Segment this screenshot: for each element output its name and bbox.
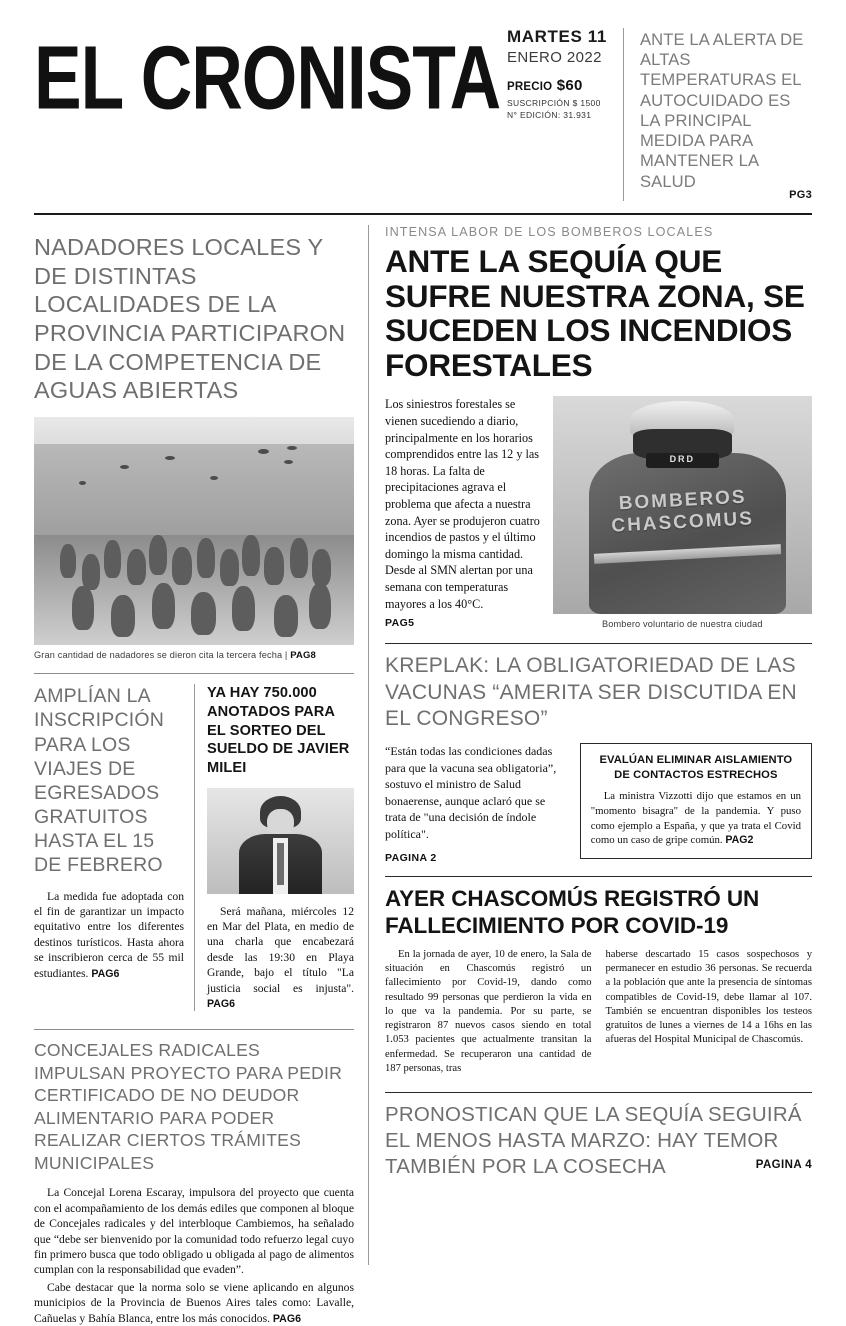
milei-body-text: Será mañana, miércoles 12 en Mar del Plata, en medio de una charla que encabezará desde las 19:30 en Playa Grande, bajo el título "La justicia social es injusta". (207, 904, 354, 995)
radicales-article (34, 1039, 354, 1326)
vizzotti-box-body (591, 789, 801, 848)
right-divider-3 (385, 1092, 812, 1093)
vizzotti-box-title: EVALÚAN ELIMINAR AISLAMIENTO DE CONTACTOS ESTRECHOS (599, 754, 793, 781)
fire-page-ref[interactable]: PAG5 (385, 617, 415, 630)
fireman-jacket-text-1: BOMBEROS (617, 486, 747, 515)
vizzotti-page-ref[interactable]: PAG2 (725, 834, 754, 847)
milei-headline[interactable]: YA HAY 750.000 ANOTADOS PARA EL SORTEO DEL SUELDO DE JAVIER MILEI (207, 685, 350, 776)
price-label: PRECIO (507, 81, 553, 94)
kreplak-article (385, 653, 812, 864)
left-column (34, 225, 368, 1325)
covid-body-columns (385, 948, 812, 1077)
covid-text-1: En la jornada de ayer, 10 de enero, la Sala de situación en Chascomús registró un fallecimiento por Covid-19, dando como resultado 99 personas que perdieron la vida en lo que va la pandemia. Por su parte, se registraron 87 nuevos casos siendo en total 1.053 pacientes que actualmente transitan la enfermedad. Se recuperaron una cantidad de 187 personas, tras (385, 948, 592, 1074)
fireman-patch-label: DRD (646, 453, 719, 468)
edition-number: N° EDICIÓN: 31.931 (507, 109, 592, 120)
fire-headline[interactable]: ANTE LA SEQUÍA QUE SUFRE NUESTRA ZONA, SE SUCEDEN LOS INCENDIOS FORESTALES (385, 242, 805, 383)
right-divider-1 (385, 643, 812, 644)
radicales-paragraph-2: Cabe destacar que la norma solo se viene aplicando en algunos municipios de la Provincia de Buenos Aires tales como: Lavalle, Cañuelas y Bahía Blanca, entre los más conocidos. (34, 1280, 354, 1325)
kreplak-quote (385, 743, 580, 864)
top-alert-teaser[interactable] (623, 28, 812, 201)
left-divider-1 (34, 673, 354, 674)
top-alert-page-ref: PG3 (789, 188, 812, 201)
kreplak-body: “Están todas las condiciones dadas para que la vacuna sea obligatoria”, sostuvo el ministro de Salud bonaerense, aunque aclaró que se trata de "una decisión de índole política". (385, 744, 557, 841)
kreplak-content-row (385, 743, 812, 864)
content-grid (34, 224, 812, 1325)
right-column (368, 225, 812, 1265)
drought-teaser (385, 1102, 812, 1178)
fireman-photo-caption: Bombero voluntario de nuestra ciudad (601, 619, 763, 630)
covid-column-2 (606, 948, 813, 1077)
trips-article (34, 684, 194, 1011)
fire-lead-row (385, 396, 812, 631)
price-value: $60 (556, 77, 583, 95)
swimming-photo-caption (34, 645, 354, 662)
masthead-divider (34, 213, 812, 215)
vizzotti-box-wrap (580, 743, 812, 864)
trips-headline[interactable]: AMPLÍAN LA INSCRIPCIÓN PARA LOS VIAJES DE EGRESADOS GRATUITOS HASTA EL 15 DE FEBRERO (34, 685, 165, 877)
top-alert-headline: ANTE LA ALERTA DE ALTAS TEMPERATURAS EL AUTOCUIDADO ES LA PRINCIPAL MEDIDA PARA MANTENER LA SALUD (640, 30, 804, 191)
radicales-page-ref[interactable]: PAG6 (272, 1312, 301, 1325)
swimming-photo (34, 417, 354, 645)
vizzotti-box (580, 743, 812, 859)
edition-date-day: MARTES 11 (507, 27, 607, 46)
right-divider-2 (385, 876, 812, 877)
left-sub-row (34, 684, 354, 1011)
swimming-caption-ref[interactable]: PAG8 (290, 649, 316, 661)
milei-page-ref[interactable]: PAG6 (207, 997, 236, 1010)
radicales-body (34, 1185, 354, 1326)
left-divider-2 (34, 1029, 354, 1030)
fire-photo-block (553, 396, 812, 631)
covid-article (385, 886, 812, 1076)
milei-photo (207, 788, 354, 894)
covid-column-1 (385, 948, 592, 1077)
edition-info (491, 28, 623, 121)
kreplak-page-ref[interactable]: PAGINA 2 (385, 852, 437, 865)
fireman-photo (553, 396, 812, 614)
fire-lead-text (385, 396, 553, 631)
fireman-jacket-text-2: CHASCOMUS (610, 508, 755, 537)
milei-body (207, 904, 354, 1012)
masthead (34, 18, 812, 209)
vizzotti-box-text: La ministra Vizzotti dijo que estamos en un "momento bisagra" de la pandemia. Y puso como ejemplo a España, y que ya trata el Covid como un caso de gripe común. (590, 790, 801, 847)
milei-article (194, 684, 354, 1011)
swimming-caption-text: Gran cantidad de nadadores se dieron cita la tercera fecha | (34, 649, 291, 660)
kreplak-headline[interactable]: KREPLAK: LA OBLIGATORIEDAD DE LAS VACUNAS “AMERITA SER DISCUTIDA EN EL CONGRESO” (385, 654, 797, 730)
trips-body-text: La medida fue adoptada con el fin de garantizar un impacto equitativo entre los diferentes destinos turísticos. Hasta ahora se inscribieron cerca de 55 mil estudiantes. (34, 889, 184, 980)
fire-article (385, 225, 812, 632)
edition-date-month: ENERO 2022 (507, 48, 602, 66)
trips-page-ref[interactable]: PAG6 (91, 967, 120, 980)
trips-body (34, 889, 184, 981)
covid-headline[interactable]: AYER CHASCOMÚS REGISTRÓ UN FALLECIMIENTO POR COVID-19 (385, 886, 760, 938)
newspaper-logo: EL CRONISTA (34, 28, 501, 128)
price-block (507, 77, 609, 94)
drought-page-ref[interactable]: PAGINA 4 (755, 1159, 812, 1172)
fire-body: Los siniestros forestales se vienen sucediendo a diario, principalmente en los horarios comprendidos entre las 12 y las 18 horas. La falta de precipitaciones agrava el problema que afecta a nuestra zona. Ayer se produjeron cuatro incendios de pastos y el último domingo la misma cantidad. Desde al SMN alertan por una semana con temperaturas mayores a los 40°C. (385, 397, 540, 611)
fire-kicker: INTENSA LABOR DE LOS BOMBEROS LOCALES (385, 224, 714, 239)
radicales-headline[interactable]: CONCEJALES RADICALES IMPULSAN PROYECTO PARA PEDIR CERTIFICADO DE NO DEUDOR ALIMENTARIO PARA PODER REALIZAR CIERTOS TRÁMITES MUNICIPALES (34, 1040, 343, 1173)
subscription-price: SUSCRIPCIÓN $ 1500 (507, 98, 601, 109)
covid-text-2: haberse descartado 15 casos sospechosos y permanecer en estudio 36 personas. Se recuerda a la población que ante la presencia de síntomas compatibles de Covid-19, debe llamar al 107. También se encuentran disponibles los testeos gratuitos de lunes a viernes de 14 a 16hs en las afueras del Hospital Municipal de Chascomús. (605, 948, 812, 1046)
radicales-paragraph-1: La Concejal Lorena Escaray, impulsora del proyecto que cuenta con el acompañamiento de los demás ediles que componen al bloque de Concejales radicales y del interbloque Cambiemos, ha señalado que “debe ser bienvenido por la comunidad todo refuerzo legal cuyo fin primero busca que todo obligado u obligada al pago de alimentos cumplan con la responsabilidad que evaden”. (34, 1186, 354, 1277)
swimming-headline[interactable]: NADADORES LOCALES Y DE DISTINTAS LOCALIDADES DE LA PROVINCIA PARTICIPARON DE LA COMPETENCIA DE AGUAS ABIERTAS (34, 233, 346, 404)
drought-headline[interactable]: PRONOSTICAN QUE LA SEQUÍA SEGUIRÁ EL MENOS HASTA MARZO: HAY TEMOR TAMBIÉN POR LA COSECHA (385, 1103, 802, 1178)
